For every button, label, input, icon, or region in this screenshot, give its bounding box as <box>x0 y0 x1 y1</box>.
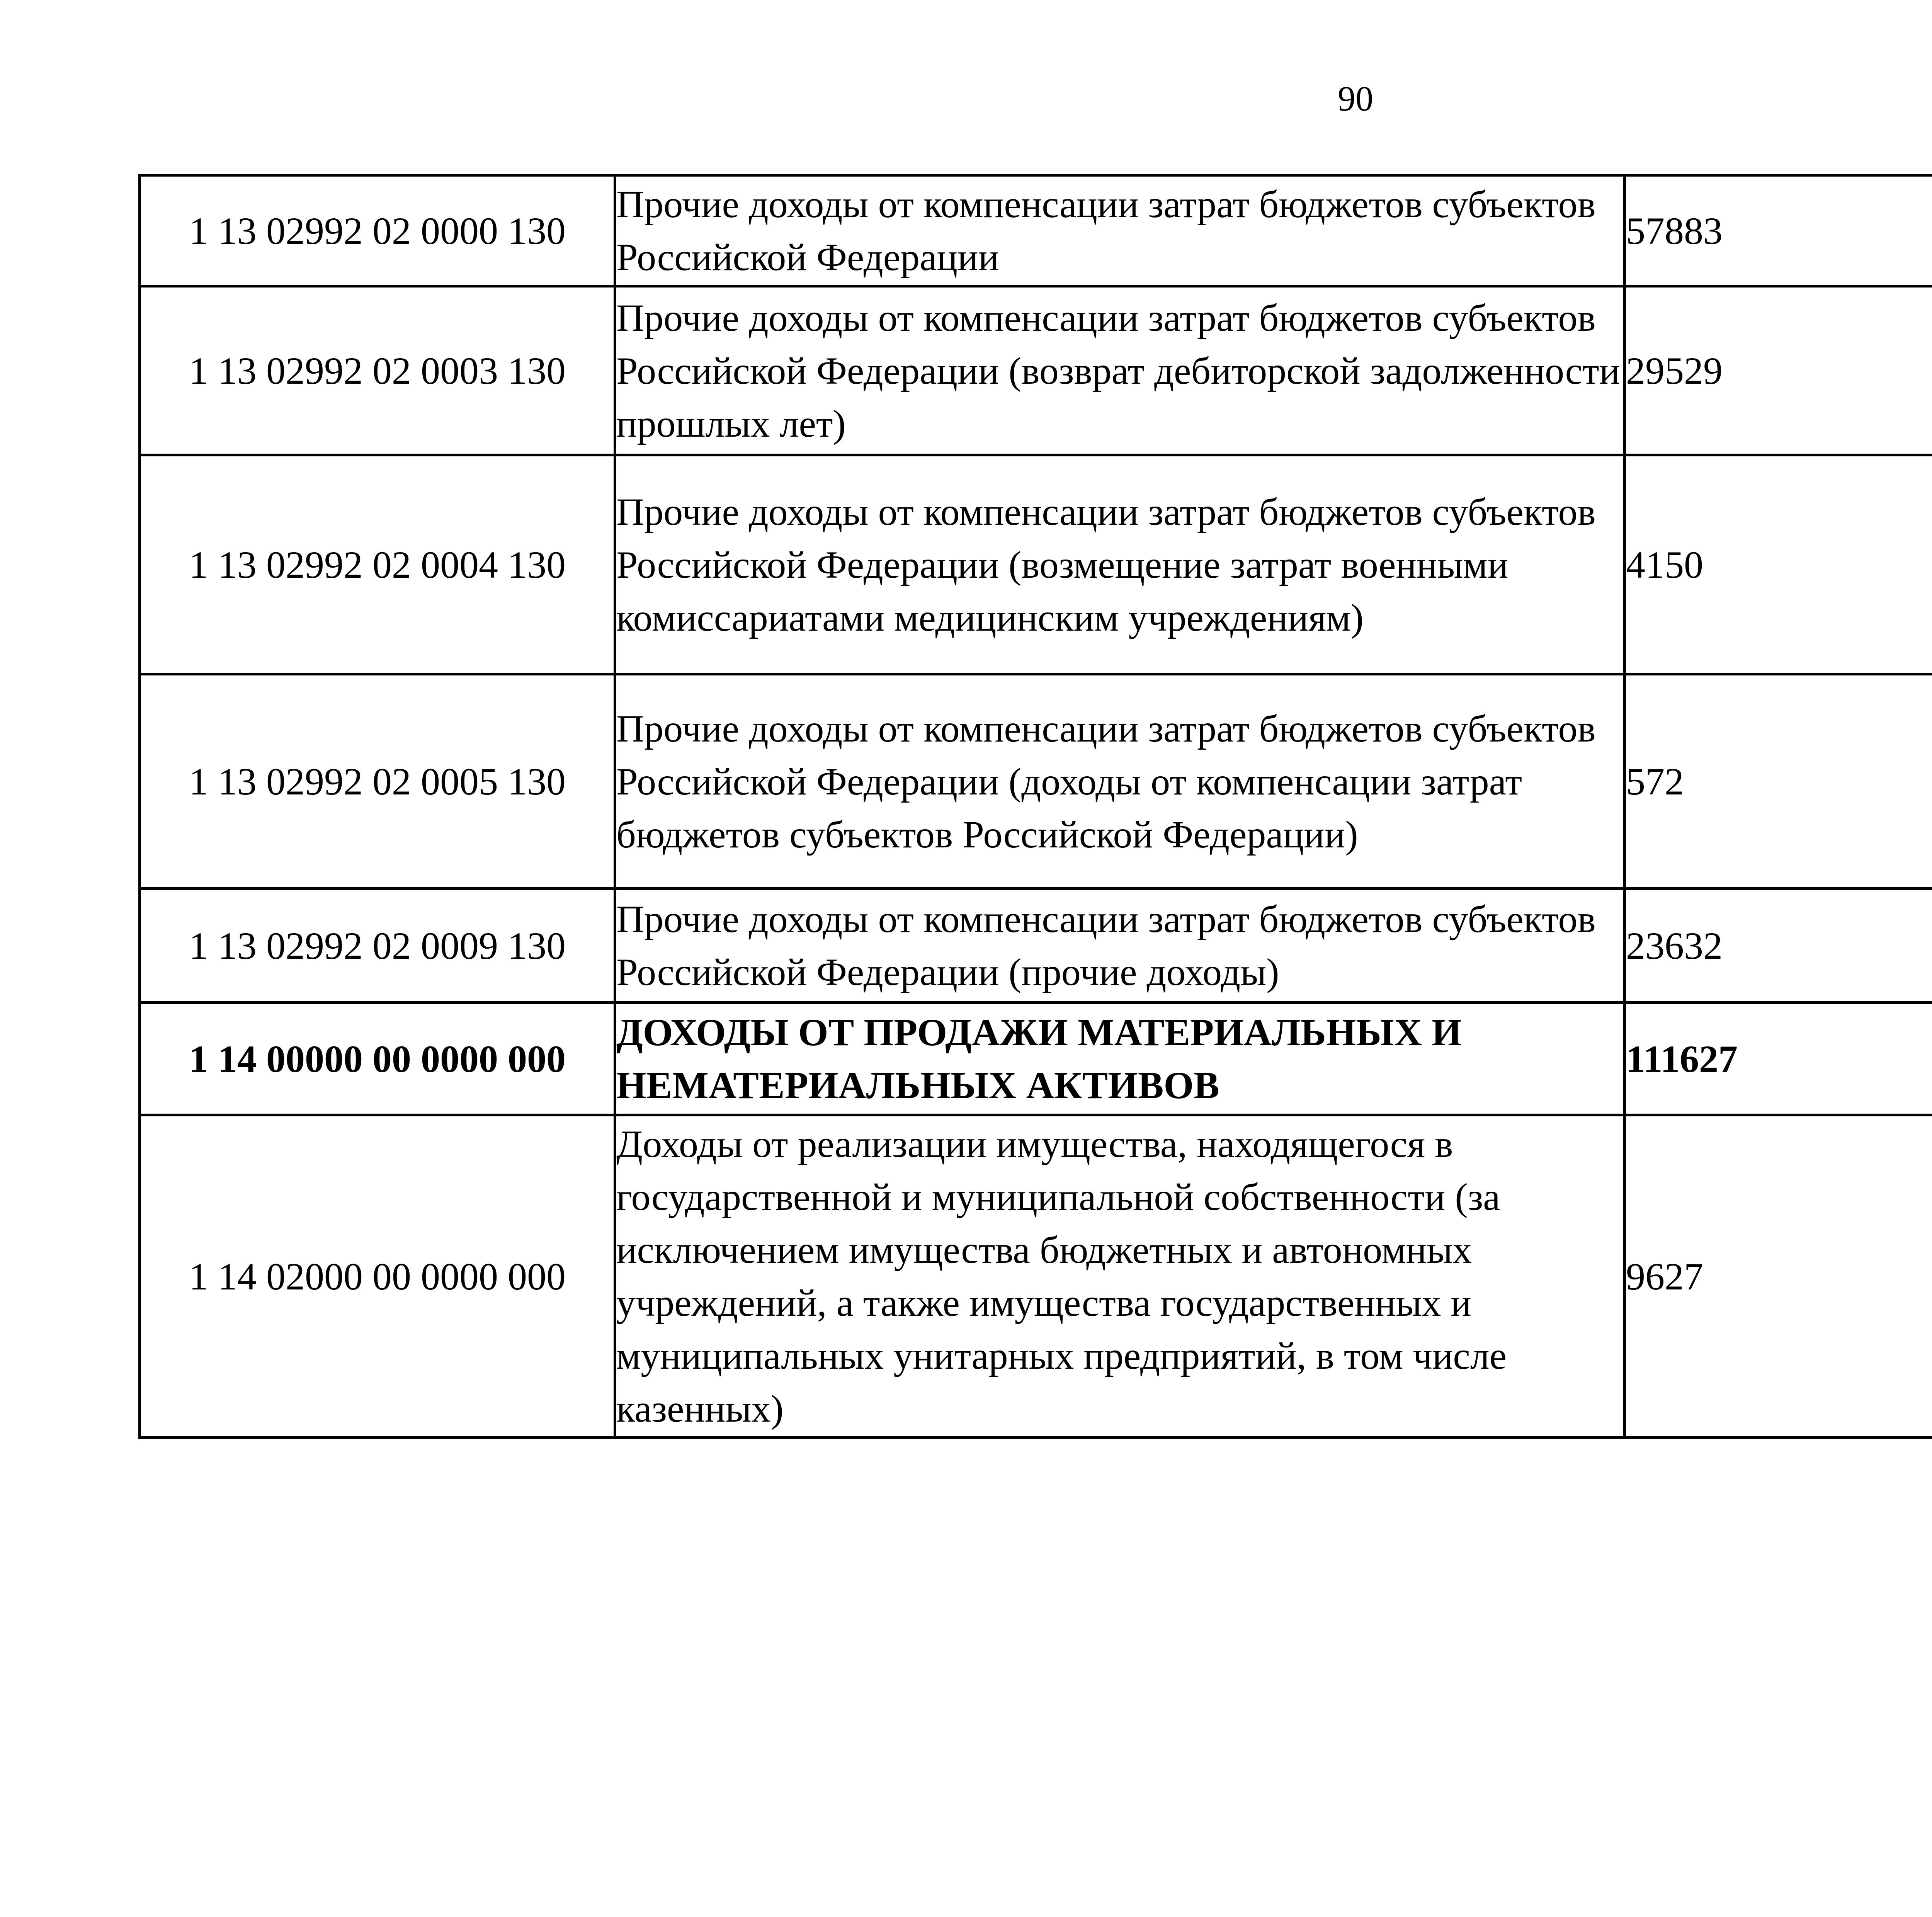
revenue-code-cell: 1 13 02992 02 0003 130 <box>140 286 615 455</box>
value-cell-1: 111627 <box>1625 1003 1932 1115</box>
table-row <box>140 1115 1932 1438</box>
value-cell-1: 9627 <box>1625 1115 1932 1438</box>
value-cell-1: 29529 <box>1625 286 1932 455</box>
value-cell-1: 4150 <box>1625 455 1932 674</box>
revenue-name-cell: Прочие доходы от компенсации затрат бюджетов субъектов Российской Федерации (прочие доходы) <box>615 889 1625 1003</box>
revenue-name-cell: ДОХОДЫ ОТ ПРОДАЖИ МАТЕРИАЛЬНЫХ И НЕМАТЕРИАЛЬНЫХ АКТИВОВ <box>615 1003 1625 1115</box>
table-row-section-total <box>140 1003 1932 1115</box>
revenue-name-cell: Прочие доходы от компенсации затрат бюджетов субъектов Российской Федерации <box>615 175 1625 286</box>
budget-revenue-table <box>138 174 1932 1439</box>
revenue-code-cell: 1 14 02000 00 0000 000 <box>140 1115 615 1438</box>
value-cell-1: 23632 <box>1625 889 1932 1003</box>
revenue-name-cell: Прочие доходы от компенсации затрат бюджетов субъектов Российской Федерации (доходы от компенсации затрат бюджетов субъектов Российской Федерации) <box>615 674 1625 889</box>
table-row <box>140 455 1932 674</box>
value-cell-1: 572 <box>1625 674 1932 889</box>
revenue-name-cell: Доходы от реализации имущества, находящегося в государственной и муниципальной собственности (за исключением имущества бюджетных и автономных учреждений, а также имущества государственных и муниципальных унитарных предприятий, в том числе казенных) <box>615 1115 1625 1438</box>
revenue-code-cell: 1 13 02992 02 0005 130 <box>140 674 615 889</box>
revenue-name-cell: Прочие доходы от компенсации затрат бюджетов субъектов Российской Федерации (возврат дебиторской задолженности прошлых лет) <box>615 286 1625 455</box>
value-cell-1: 57883 <box>1625 175 1932 286</box>
table-row <box>140 175 1932 286</box>
revenue-code-cell: 1 13 02992 02 0009 130 <box>140 889 615 1003</box>
revenue-name-cell: Прочие доходы от компенсации затрат бюджетов субъектов Российской Федерации (возмещение затрат военными комиссариатами медицинским учреждениям) <box>615 455 1625 674</box>
revenue-code-cell: 1 13 02992 02 0004 130 <box>140 455 615 674</box>
table-row <box>140 889 1932 1003</box>
page-number: 90 <box>1338 79 1373 118</box>
table-row <box>140 674 1932 889</box>
revenue-code-cell: 1 14 00000 00 0000 000 <box>140 1003 615 1115</box>
revenue-code-cell: 1 13 02992 02 0000 130 <box>140 175 615 286</box>
table-row <box>140 286 1932 455</box>
